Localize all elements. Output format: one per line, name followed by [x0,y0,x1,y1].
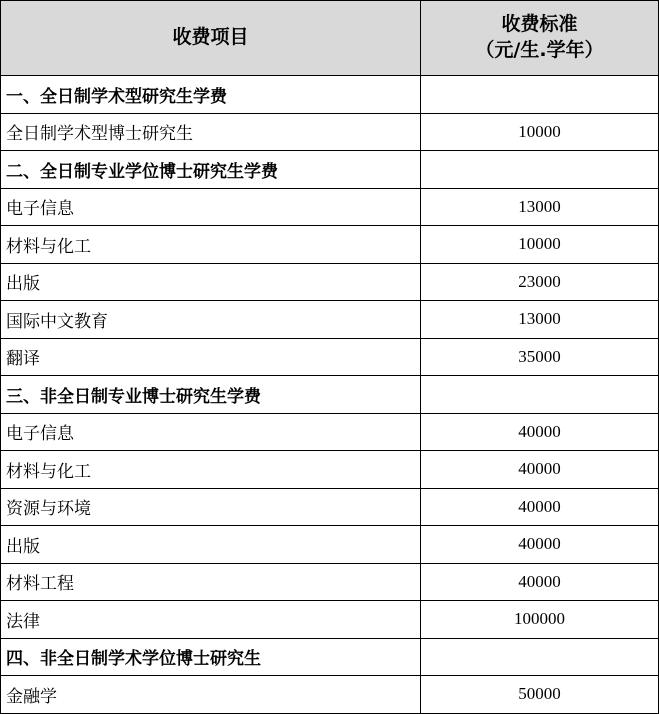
row-item: 一、全日制学术型研究生学费 [1,76,421,114]
row-fee: 10000 [421,226,659,264]
table-row [1,338,659,376]
table-row [1,638,659,676]
row-fee: 35000 [421,338,659,376]
row-fee: 40000 [421,451,659,489]
row-item: 金融学 [1,676,421,714]
row-fee [421,76,659,114]
table-row [1,413,659,451]
row-fee: 13000 [421,188,659,226]
table-row [1,488,659,526]
row-item: 三、非全日制专业博士研究生学费 [1,376,421,414]
row-item: 材料与化工 [1,451,421,489]
row-fee: 50000 [421,676,659,714]
row-item: 翻译 [1,338,421,376]
row-fee: 40000 [421,526,659,564]
table-row [1,151,659,189]
row-fee: 40000 [421,413,659,451]
row-fee: 13000 [421,301,659,339]
row-item: 电子信息 [1,413,421,451]
row-item: 二、全日制专业学位博士研究生学费 [1,151,421,189]
header-fee-standard [421,1,659,76]
table-row [1,376,659,414]
table-row [1,526,659,564]
row-fee: 10000 [421,113,659,151]
header-fee-item-label: 收费项目 [172,26,249,49]
header-fee-item [1,1,421,76]
row-fee: 40000 [421,488,659,526]
table-row [1,113,659,151]
row-fee: 40000 [421,563,659,601]
row-fee [421,376,659,414]
row-item: 材料与化工 [1,226,421,264]
row-item: 四、非全日制学术学位博士研究生 [1,638,421,676]
row-item: 资源与环境 [1,488,421,526]
table-row [1,263,659,301]
table-row [1,226,659,264]
row-item: 出版 [1,526,421,564]
row-item: 出版 [1,263,421,301]
row-fee [421,151,659,189]
row-item: 国际中文教育 [1,301,421,339]
table-row [1,563,659,601]
row-fee: 23000 [421,263,659,301]
table-row [1,601,659,639]
row-fee [421,638,659,676]
table-row [1,451,659,489]
table-row [1,188,659,226]
row-item: 法律 [1,601,421,639]
table-body [1,76,659,714]
row-item: 电子信息 [1,188,421,226]
header-fee-unit-label: （元/生.学年） [475,39,604,61]
row-item: 全日制学术型博士研究生 [1,113,421,151]
row-fee: 100000 [421,601,659,639]
table-row [1,676,659,714]
table-row [1,76,659,114]
header-fee-standard-label: 收费标准 [501,13,578,36]
table-header-row [1,1,659,76]
row-item: 材料工程 [1,563,421,601]
table-row [1,301,659,339]
